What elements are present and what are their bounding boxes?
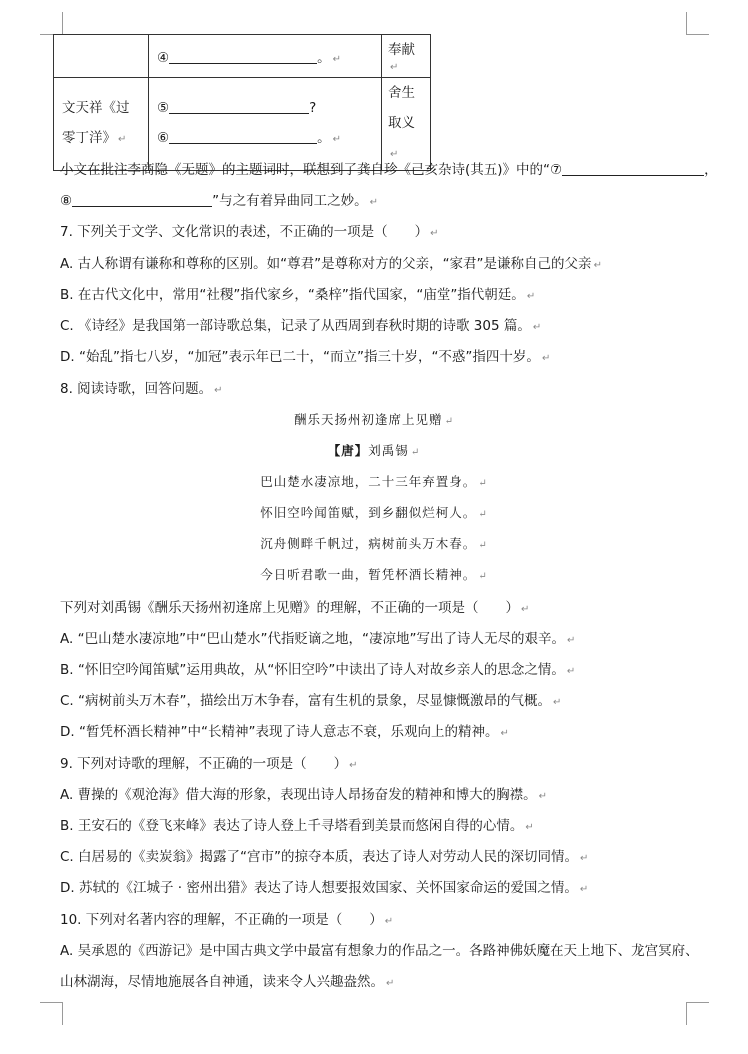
fill-blank[interactable] — [562, 161, 704, 176]
margin-mark-bottom-right — [686, 1002, 709, 1025]
question-9-option-c[interactable]: C. 白居易的《卖炭翁》揭露了“宫市”的掠夺本质，表达了诗人对劳动人民的深切同情。 ↵ — [60, 849, 589, 865]
question-7-stem: 7. 下列关于文学、文化常识的表述，不正确的一项是（ ） ↵ — [60, 224, 439, 240]
question-9-option-a[interactable]: A. 曹操的《观沧海》借大海的形象，表现出诗人昂扬奋发的精神和博大的胸襟。 ↵ — [60, 787, 547, 803]
table-cell-author: 文天祥《过零丁洋》 ↵ — [54, 78, 149, 171]
question-8-question: 下列对刘禹锡《酬乐天扬州初逢席上见赠》的理解，不正确的一项是（ ） ↵ — [60, 600, 530, 616]
question-8-stem: 8. 阅读诗歌，回答问题。 ↵ — [60, 381, 223, 397]
paragraph-line: ⑧ ”与之有着异曲同工之妙。 ↵ — [60, 193, 378, 209]
question-9-option-b[interactable]: B. 王安石的《登飞来峰》表达了诗人登上千寻塔看到美景而悠闲自得的心情。 ↵ — [60, 818, 534, 834]
poem-line: 巴山楚水凄凉地，二十三年弃置身。 ↵ — [260, 474, 488, 489]
question-7-option-c[interactable]: C. 《诗经》是我国第一部诗歌总集，记录了从西周到春秋时期的诗歌 305 篇。 ↵ — [60, 318, 542, 334]
question-7-option-d[interactable]: D. “始乱”指七八岁，“加冠”表示年已二十，“而立”指三十岁，“不惑”指四十岁。 ↵ — [60, 349, 551, 365]
poem-author: 【唐】刘禹锡 ↵ — [327, 443, 421, 458]
question-8-option-c[interactable]: C. “病树前头万木春”，描绘出万木争春，富有生机的景象，尽显慷慨激昂的气概。 ↵ — [60, 693, 562, 709]
question-7-option-a[interactable]: A. 古人称谓有谦称和尊称的区别。如“尊君”是尊称对方的父亲，“家君”是谦称自己的父亲 ↵ — [60, 256, 602, 272]
margin-mark-top-left — [40, 12, 63, 35]
poem-theme-table — [53, 34, 431, 171]
margin-mark-top-right — [686, 12, 709, 35]
paragraph-line: 小文在批注李商隐《无题》的主题词时，联想到了龚自珍《己亥杂诗(其五)》中的“⑦ ， — [60, 162, 718, 178]
question-10-stem: 10. 下列对名著内容的理解，不正确的一项是（ ） ↵ — [60, 912, 394, 928]
margin-mark-bottom-left — [40, 1002, 63, 1025]
question-10-option-a-continued: 山林湖海，尽情地施展各自神通，读来令人兴趣盎然。 ↵ — [60, 974, 395, 990]
poem-line: 沉舟侧畔千帆过，病树前头万木春。 ↵ — [260, 536, 488, 551]
fill-blank[interactable] — [72, 192, 212, 207]
fill-blank[interactable] — [169, 129, 317, 144]
poem-line: 今日听君歌一曲，暂凭杯酒长精神。 ↵ — [260, 567, 488, 582]
table-cell-blank: ④ 。 ↵ — [149, 35, 382, 78]
fill-blank[interactable] — [169, 49, 317, 64]
fill-blank[interactable] — [169, 99, 309, 114]
question-8-option-d[interactable]: D. “暂凭杯酒长精神”中“长精神”表现了诗人意志不衰，乐观向上的精神。 ↵ — [60, 724, 509, 740]
table-cell-empty — [54, 35, 149, 78]
question-9-stem: 9. 下列对诗歌的理解，不正确的一项是（ ） ↵ — [60, 756, 358, 772]
question-10-option-a[interactable]: A. 吴承恩的《西游记》是中国古典文学中最富有想象力的作品之一。各路神佛妖魔在天上地下、龙宫冥府、 — [60, 943, 699, 959]
poem-title: 酬乐天扬州初逢席上见赠 ↵ — [294, 412, 454, 427]
question-8-option-a[interactable]: A. “巴山楚水凄凉地”中“巴山楚水”代指贬谪之地，“凄凉地”写出了诗人无尽的艰辛。 ↵ — [60, 631, 576, 647]
question-7-option-b[interactable]: B. 在古代文化中，常用“社稷”指代家乡，“桑梓”指代国家，“庙堂”指代朝廷。 ↵ — [60, 287, 536, 303]
table-cell-blanks: ⑤ ? ⑥ 。 ↵ — [149, 78, 382, 171]
table-cell-value: 奉献↵ — [382, 35, 431, 78]
question-8-option-b[interactable]: B. “怀旧空吟闻笛赋”运用典故，从“怀旧空吟”中读出了诗人对故乡亲人的思念之情。 ↵ — [60, 662, 576, 678]
table-row — [54, 78, 431, 171]
table-row — [54, 35, 431, 78]
table-cell-value: 舍生取义↵ — [382, 78, 431, 171]
poem-line: 怀旧空吟闻笛赋，到乡翻似烂柯人。 ↵ — [260, 505, 488, 520]
question-9-option-d[interactable]: D. 苏轼的《江城子 · 密州出猎》表达了诗人想要报效国家、关怀国家命运的爱国之情。 ↵ — [60, 880, 589, 896]
